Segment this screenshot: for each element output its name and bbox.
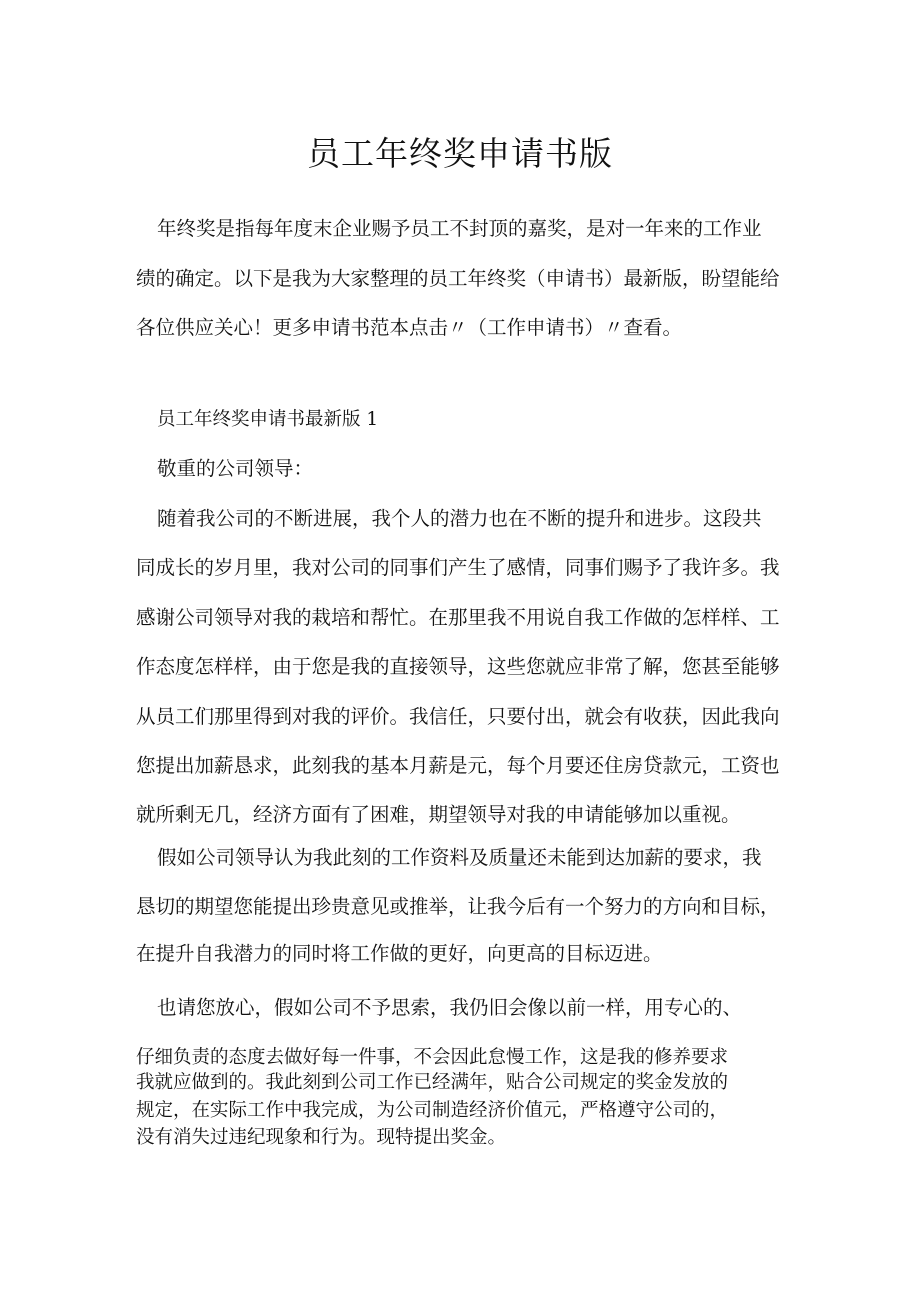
paragraph2-line-2: 恳切的期望您能提出珍贵意见或推举，让我今后有一个努力的方向和目标， [136,895,780,918]
paragraph1-line-1: 随着我公司的不断进展，我个人的潜力也在不断的提升和进步。这段共 [157,507,762,530]
paragraph3-line-5: 没有消失过违纪现象和行为。现特提出奖金。 [136,1127,507,1148]
paragraph1-line-5: 从员工们那里得到对我的评价。我信任，只要付出，就会有收获，因此我向 [136,705,780,728]
paragraph1-line-2: 同成长的岁月里，我对公司的同事们产生了感情，同事们赐予了我许多。我 [136,556,780,579]
paragraph1-line-7: 就所剩无几，经济方面有了困难，期望领导对我的申请能够加以重视。 [136,803,741,826]
intro-line-1: 年终奖是指每年度末企业赐予员工不封顶的嘉奖，是对一年来的工作业 [157,217,762,240]
paragraph3-line-3: 我就应做到的。我此刻到公司工作已经满年，贴合公司规定的奖金发放的 [136,1072,729,1093]
intro-line-3: 各位供应关心！更多申请书范本点击〃（工作申请书）〃查看。 [136,316,683,339]
paragraph1-line-4: 作态度怎样样，由于您是我的直接领导，这些您就应非常了解，您甚至能够 [136,655,780,678]
paragraph1-line-6: 您提出加薪恳求，此刻我的基本月薪是元，每个月要还住房贷款元，工资也 [136,754,780,777]
paragraph3-line-1: 也请您放心，假如公司不予思索，我仍旧会像以前一样，用专心的、 [157,996,743,1019]
document-title: 员工年终奖申请书版 [307,134,613,173]
section-heading: 员工年终奖申请书最新版 1 [157,409,379,430]
paragraph2-line-3: 在提升自我潜力的同时将工作做的更好，向更高的目标迈进。 [136,942,663,965]
paragraph3-line-4: 规定，在实际工作中我完成，为公司制造经济价值元，严格遵守公司的， [136,1100,729,1121]
paragraph2-line-1: 假如公司领导认为我此刻的工作资料及质量还未能到达加薪的要求，我 [157,846,762,869]
paragraph3-line-2: 仔细负责的态度去做好每一件事，不会因此怠慢工作，这是我的修养要求 [136,1047,729,1068]
greeting: 敬重的公司领导： [157,457,314,480]
paragraph1-line-3: 感谢公司领导对我的栽培和帮忙。在那里我不用说自我工作做的怎样样、工 [136,606,780,629]
intro-line-2: 绩的确定。以下是我为大家整理的员工年终奖（申请书）最新版，盼望能给 [136,267,780,290]
